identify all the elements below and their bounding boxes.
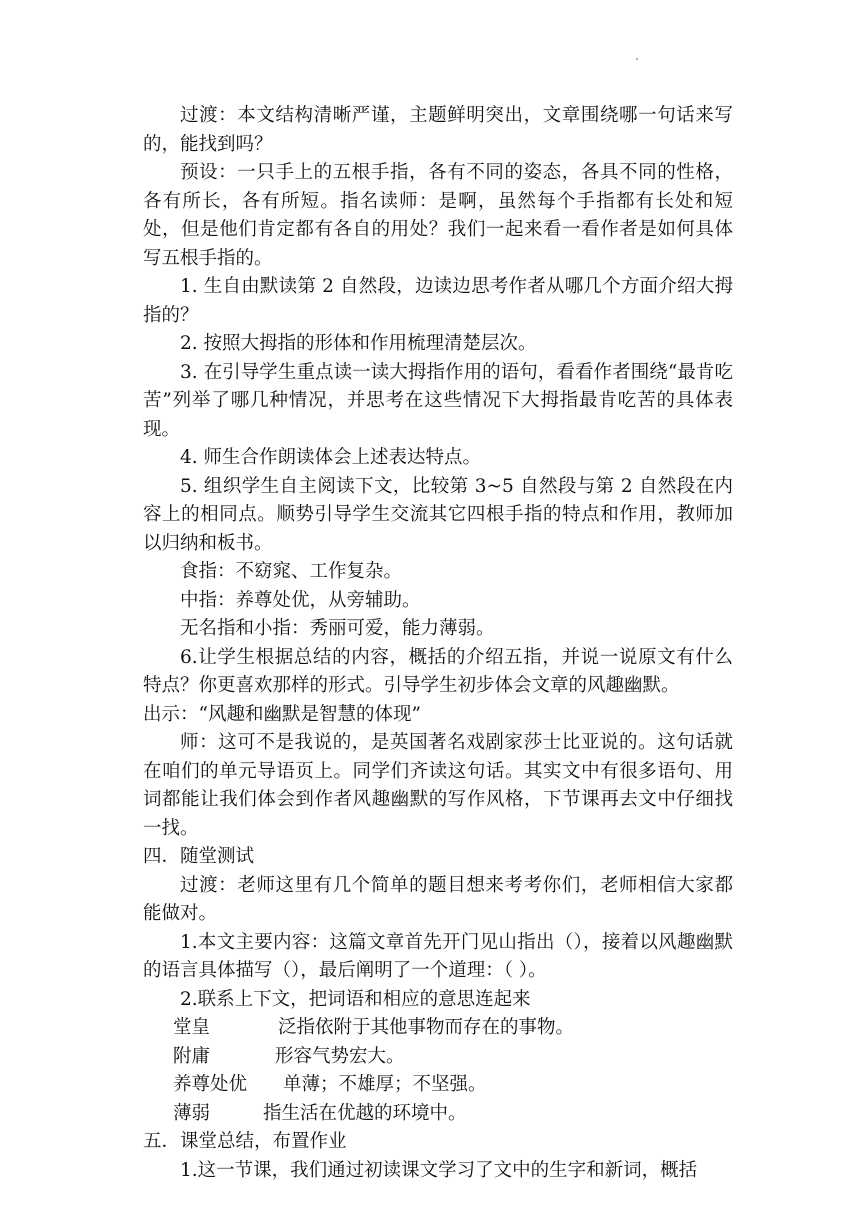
- finger-ring-little: 无名指和小指：秀丽可爱，能力薄弱。: [180, 618, 495, 639]
- match-term: 养尊处优: [173, 1074, 248, 1095]
- finger-index: 食指：不窈窕、工作复杂。: [180, 561, 403, 582]
- match-term: 堂皇: [173, 1017, 211, 1038]
- match-meaning: 泛指依附于其他事物而存在的事物。: [278, 1017, 575, 1038]
- section-4-intro: 过渡：老师这里有几个简单的题目想来考考你们，老师相信大家都能做对。: [143, 874, 733, 924]
- paragraph-transition: 过渡：本文结构清晰严谨，主题鲜明突出，文章围绕哪一句话来写的，能找到吗？: [143, 105, 733, 155]
- step-3: 3. 在引导学生重点读一读大拇指作用的语句，看看作者围绕“最肯吃苦”列举了哪几种情况，并思考在这些情况下大拇指最肯吃苦的具体表现。: [143, 361, 733, 440]
- step-1: 1. 生自由默读第 2 自然段，边读边思考作者从哪几个方面介绍大拇指的？: [143, 276, 733, 326]
- match-row: [143, 1071, 733, 1100]
- match-meaning: 指生活在优越的环境中。: [263, 1102, 467, 1124]
- finger-middle: 中指：养尊处优，从旁辅助。: [180, 589, 421, 611]
- match-row: [143, 1014, 733, 1043]
- match-row: [143, 1100, 733, 1129]
- paragraph-preset: 预设：一只手上的五根手指，各有不同的姿态，各具不同的性格，各有所长，各有所短。指名读师：是啊，虽然每个手指都有长处和短处，但是他们肯定都有各自的用处？我们一起来看一看作者是如何具体写五根手指的。: [143, 162, 733, 269]
- match-term: 薄弱: [173, 1102, 211, 1124]
- step-6: 6.让学生根据总结的内容，概括的介绍五指，并说一说原文有什么特点？你更喜欢那样的形式。引导学生初步体会文章的风趣幽默。: [143, 646, 733, 696]
- section-5-heading: 五．课堂总结，布置作业: [143, 1131, 347, 1152]
- summary-paragraph: 1.这一节课，我们通过初读课文学习了文中的生字和新词，概括: [180, 1159, 698, 1181]
- question-1: 1.本文主要内容：这篇文章首先开门见山指出（），接着以风趣幽默的语言具体描写（），最后阐明了一个道理：（ ）。: [143, 931, 733, 981]
- step-4: 4. 师生合作朗读体会上述表达特点。: [180, 447, 482, 468]
- match-meaning: 单薄；不雄厚；不坚强。: [283, 1074, 487, 1095]
- document-body: [143, 102, 733, 1185]
- match-meaning: 形容气势宏大。: [275, 1045, 405, 1067]
- match-term: 附庸: [173, 1045, 211, 1067]
- step-2: 2. 按照大拇指的形体和作用梳理清楚层次。: [180, 333, 537, 354]
- quote-line: 出示：“风趣和幽默是智慧的体现”: [143, 703, 421, 725]
- step-5: 5. 组织学生自主阅读下文，比较第 3~5 自然段与第 2 自然段在内容上的相同点。顺势引导学生交流其它四根手指的特点和作用，教师加以归纳和板书。: [143, 475, 733, 554]
- page-mark: [636, 58, 638, 60]
- section-4-heading: 四．随堂测试: [143, 846, 255, 867]
- question-2: 2.联系上下文，把词语和相应的意思连起来: [180, 988, 531, 1010]
- teacher-paragraph: 师：这可不是我说的，是英国著名戏剧家莎士比亚说的。这句话就在咱们的单元导语页上。同学们齐读这句话。其实文中有很多语句、用词都能让我们体会到作者风趣幽默的写作风格，下节课再去文中仔细找一找。: [143, 732, 733, 839]
- match-row: [143, 1043, 733, 1072]
